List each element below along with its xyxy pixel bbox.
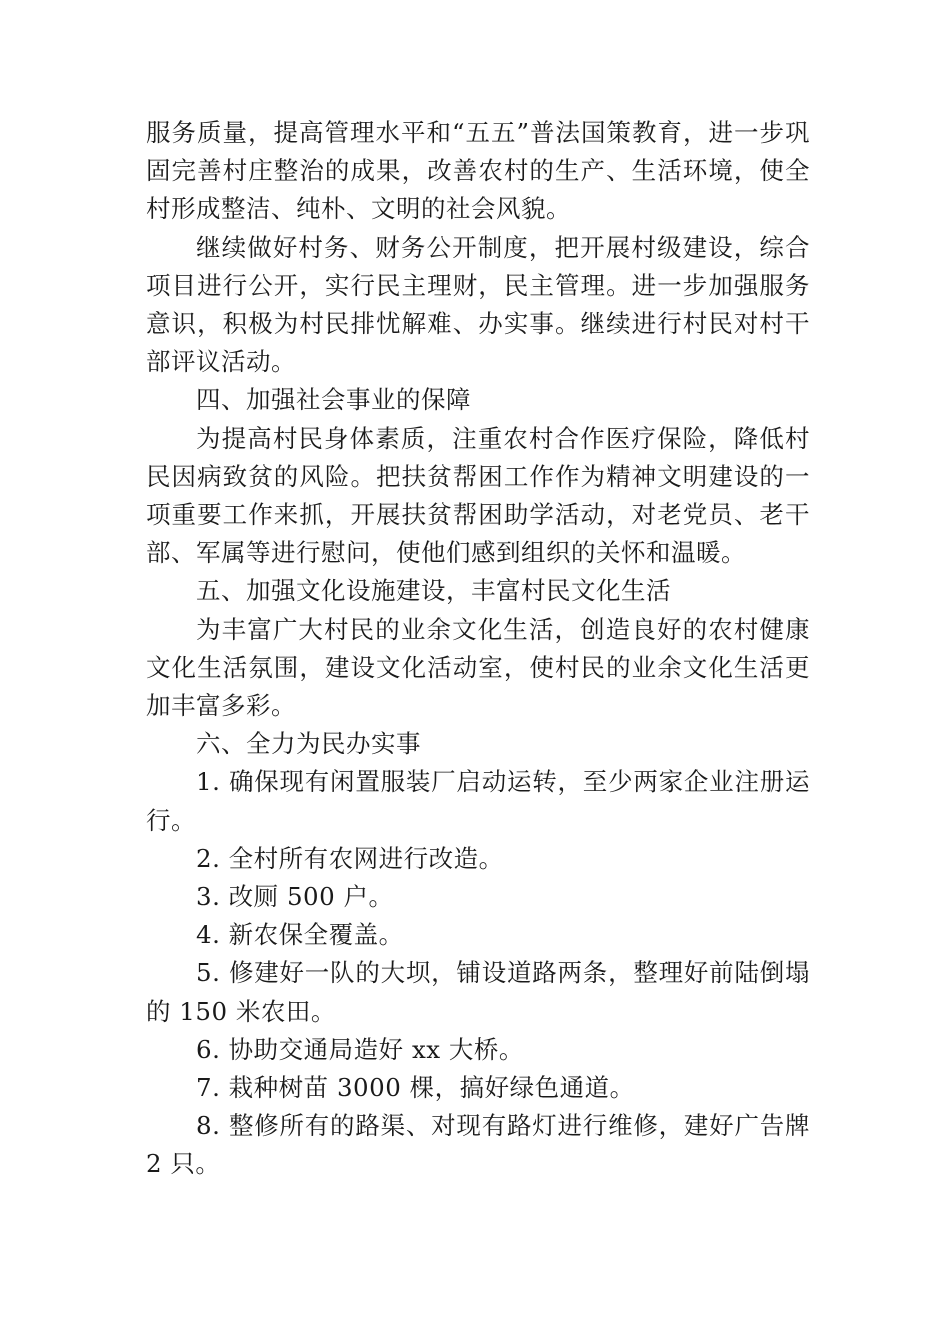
document-body [146,114,810,1184]
section-heading-4: 四、加强社会事业的保障 [196,385,471,415]
section-heading-5: 五、加强文化设施建设，丰富村民文化生活 [196,576,671,606]
paragraph-village-affairs: 继续做好村务、财务公开制度，把开展村级建设，综合项目进行公开，实行民主理财，民主管理。进一步加强服务意识，积极为村民排忧解难、办实事。继续进行村民对村干部评议活动。 [146,232,810,377]
list-item-1: 1. 确保现有闲置服装厂启动运转，至少两家企业注册运行。 [146,767,810,835]
list-item-5: 5. 修建好一队的大坝，铺设道路两条，整理好前陆倒塌的 150 米农田。 [146,958,810,1026]
list-item-7: 7. 栽种树苗 3000 棵，搞好绿色通道。 [196,1073,635,1103]
list-item-4: 4. 新农保全覆盖。 [196,920,404,950]
list-item-3: 3. 改厕 500 户。 [196,882,394,912]
paragraph-continuation: 服务质量，提高管理水平和“五五”普法国策教育，进一步巩固完善村庄整治的成果，改善农村的生产、生活环境，使全村形成整洁、纯朴、文明的社会风貌。 [146,118,810,224]
list-item-2: 2. 全村所有农网进行改造。 [196,843,504,873]
paragraph-social-security: 为提高村民身体素质，注重农村合作医疗保险，降低村民因病致贫的风险。把扶贫帮困工作作为精神文明建设的一项重要工作来抓，开展扶贫帮困助学活动，对老党员、老干部、军属等进行慰问，使他们感到组织的关怀和温暖。 [146,423,810,568]
paragraph-culture: 为丰富广大村民的业余文化生活，创造良好的农村健康文化生活氛围，建设文化活动室，使村民的业余文化生活更加丰富多彩。 [146,614,810,721]
list-item-6: 6. 协助交通局造好 xx 大桥。 [196,1034,524,1064]
section-heading-6: 六、全力为民办实事 [196,729,421,759]
list-item-8: 8. 整修所有的路渠、对现有路灯进行维修，建好广告牌 2 只。 [146,1111,810,1179]
